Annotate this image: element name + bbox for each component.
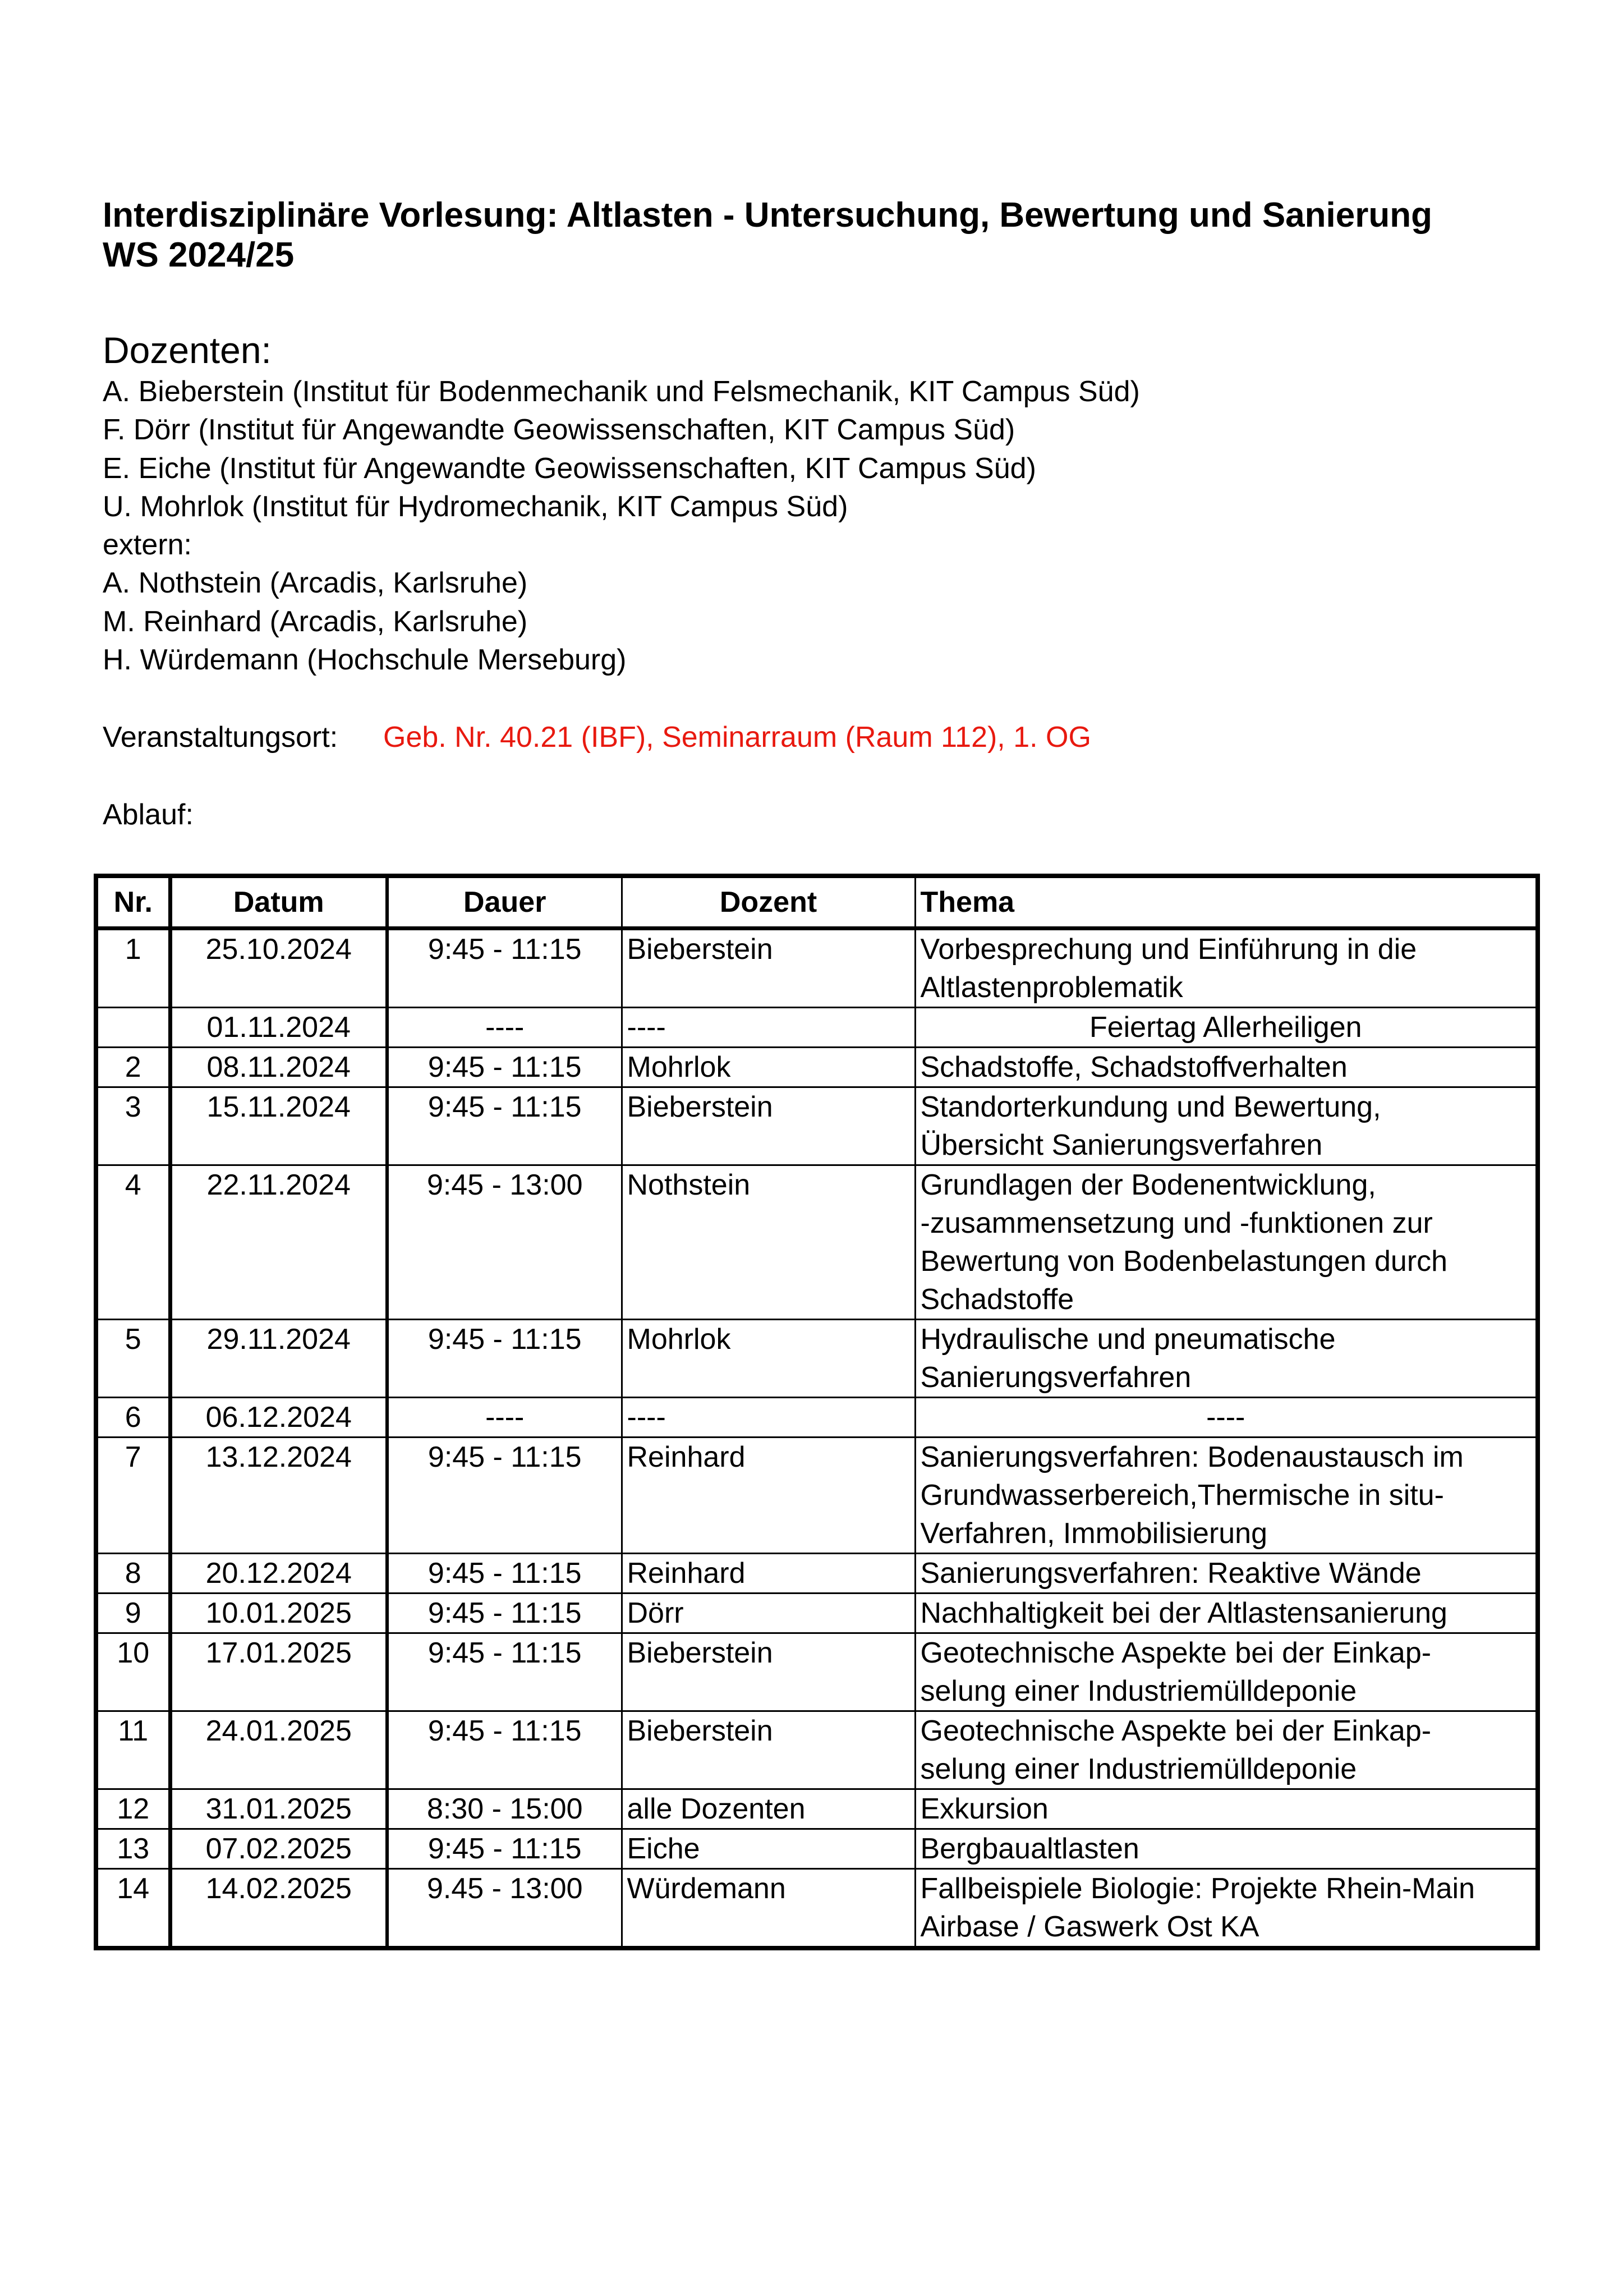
table-row [96,1048,1538,1087]
lecturer-line: A. Bieberstein (Institut für Bodenmechanik und Felsmechanik, KIT Campus Süd) [103,375,1140,408]
cell-lecturer: Mohrlok [622,1320,915,1398]
cell-duration: 9:45 - 11:15 [387,1594,622,1633]
cell-topic [915,929,1538,1008]
cell-topic [915,1165,1538,1320]
cell-nr: 7 [96,1438,170,1554]
table-row [96,929,1538,1008]
cell-nr: 4 [96,1165,170,1320]
header-lecturer: Dozent [622,876,915,929]
table-row [96,1829,1538,1869]
venue-line [103,718,1091,756]
cell-duration: 9:45 - 11:15 [387,1438,622,1554]
cell-duration: 9:45 - 11:15 [387,1320,622,1398]
topic-line: Übersicht Sanierungsverfahren [920,1129,1323,1161]
venue-label: Veranstaltungsort: [103,721,338,754]
cell-topic [915,1789,1538,1829]
cell-nr: 9 [96,1594,170,1633]
cell-nr: 14 [96,1869,170,1949]
cell-date: 20.12.2024 [170,1554,387,1594]
cell-date: 25.10.2024 [170,929,387,1008]
cell-lecturer: Mohrlok [622,1048,915,1087]
cell-lecturer: Bieberstein [622,1711,915,1789]
cell-date: 24.01.2025 [170,1711,387,1789]
topic-line: Standorterkundung und Bewertung, [920,1091,1381,1123]
topic-line: Verfahren, Immobilisierung [920,1517,1268,1550]
topic-line: selung einer Industriemülldeponie [920,1675,1357,1707]
cell-duration: ---- [387,1008,622,1048]
cell-date: 10.01.2025 [170,1594,387,1633]
topic-line: Exkursion [920,1793,1049,1825]
topic-line: Vorbesprechung und Einführung in die [920,933,1417,966]
header-date: Datum [170,876,387,929]
cell-nr: 12 [96,1789,170,1829]
cell-topic [915,1008,1538,1048]
topic-line: Airbase / Gaswerk Ost KA [920,1911,1259,1943]
cell-duration: 9:45 - 11:15 [387,1048,622,1087]
topic-line: Sanierungsverfahren [920,1361,1192,1394]
lecturer-line: M. Reinhard (Arcadis, Karlsruhe) [103,605,528,638]
cell-lecturer: Eiche [622,1829,915,1869]
cell-duration: 9:45 - 11:15 [387,1087,622,1165]
cell-topic [915,1554,1538,1594]
table-row [96,1087,1538,1165]
title-line-1: Interdisziplinäre Vorlesung: Altlasten - Untersuchung, Bewertung und Sanierung [103,196,1432,235]
table-row [96,1438,1538,1554]
topic-line: Grundlagen der Bodenentwicklung, [920,1169,1376,1201]
cell-duration: 9:45 - 11:15 [387,1711,622,1789]
cell-date: 22.11.2024 [170,1165,387,1320]
table-row [96,1398,1538,1438]
lecturer-line: extern: [103,529,192,562]
topic-line: Geotechnische Aspekte bei der Einkap- [920,1715,1432,1747]
cell-duration: 9:45 - 13:00 [387,1165,622,1320]
cell-topic [915,1633,1538,1711]
cell-date: 13.12.2024 [170,1438,387,1554]
cell-date: 31.01.2025 [170,1789,387,1829]
venue-value: Geb. Nr. 40.21 (IBF), Seminarraum (Raum 112), 1. OG [383,721,1091,754]
cell-topic [915,1594,1538,1633]
cell-lecturer: Bieberstein [622,929,915,1008]
topic-line: Schadstoffe [920,1283,1074,1316]
cell-lecturer: Nothstein [622,1165,915,1320]
cell-duration: 9:45 - 11:15 [387,1829,622,1869]
header-duration: Dauer [387,876,622,929]
cell-nr: 6 [96,1398,170,1438]
cell-duration: 9:45 - 11:15 [387,1554,622,1594]
cell-date: 07.02.2025 [170,1829,387,1869]
table-row [96,1869,1538,1949]
cell-nr: 13 [96,1829,170,1869]
cell-nr: 2 [96,1048,170,1087]
cell-lecturer: Bieberstein [622,1633,915,1711]
lecturer-line: F. Dörr (Institut für Angewandte Geowissenschaften, KIT Campus Süd) [103,414,1015,447]
topic-line: Grundwasserbereich,Thermische in situ- [920,1479,1444,1512]
table-row [96,1165,1538,1320]
table-row [96,1789,1538,1829]
cell-lecturer: ---- [622,1398,915,1438]
title-line-2: WS 2024/25 [103,236,295,274]
cell-topic [915,1711,1538,1789]
cell-nr: 5 [96,1320,170,1398]
cell-duration: 9.45 - 13:00 [387,1869,622,1949]
cell-lecturer: Reinhard [622,1438,915,1554]
cell-nr: 3 [96,1087,170,1165]
topic-line: Schadstoffe, Schadstoffverhalten [920,1051,1348,1083]
topic-line: Bergbaualtlasten [920,1833,1139,1865]
cell-topic [915,1398,1538,1438]
cell-date: 08.11.2024 [170,1048,387,1087]
topic-line: Altlastenproblematik [920,971,1183,1004]
cell-date: 14.02.2025 [170,1869,387,1949]
lecturer-line: H. Würdemann (Hochschule Merseburg) [103,644,627,677]
cell-duration: 8:30 - 15:00 [387,1789,622,1829]
cell-nr [96,1008,170,1048]
cell-topic [915,1829,1538,1869]
lecturer-line: A. Nothstein (Arcadis, Karlsruhe) [103,567,528,600]
topic-line: Bewertung von Bodenbelastungen durch [920,1245,1448,1278]
topic-line: Sanierungsverfahren: Reaktive Wände [920,1557,1422,1590]
cell-date: 17.01.2025 [170,1633,387,1711]
cell-topic [915,1087,1538,1165]
cell-lecturer: Bieberstein [622,1087,915,1165]
cell-nr: 11 [96,1711,170,1789]
cell-nr: 8 [96,1554,170,1594]
cell-date: 06.12.2024 [170,1398,387,1438]
cell-date: 29.11.2024 [170,1320,387,1398]
schedule-label: Ablauf: [103,798,194,831]
cell-nr: 1 [96,929,170,1008]
cell-date: 15.11.2024 [170,1087,387,1165]
topic-line: Sanierungsverfahren: Bodenaustausch im [920,1441,1464,1473]
table-row [96,1633,1538,1711]
topic-line: Nachhaltigkeit bei der Altlastensanierung [920,1597,1447,1629]
header-topic: Thema [915,876,1538,929]
table-row [96,1711,1538,1789]
topic-line: selung einer Industriemülldeponie [920,1753,1357,1785]
cell-topic [915,1869,1538,1949]
lecturers-list [103,373,1140,679]
table-row [96,1008,1538,1048]
topic-line: -zusammensetzung und -funktionen zur [920,1207,1433,1239]
cell-nr: 10 [96,1633,170,1711]
topic-line: Fallbeispiele Biologie: Projekte Rhein-Main [920,1872,1475,1905]
header-nr: Nr. [96,876,170,929]
cell-duration: 9:45 - 11:15 [387,1633,622,1711]
cell-topic [915,1320,1538,1398]
lecturers-heading: Dozenten: [103,329,272,371]
cell-duration: 9:45 - 11:15 [387,929,622,1008]
cell-lecturer: Reinhard [622,1554,915,1594]
table-header-row [96,876,1538,929]
schedule-body [96,929,1538,1949]
lecturer-line: U. Mohrlok (Institut für Hydromechanik, KIT Campus Süd) [103,490,848,523]
cell-lecturer: Würdemann [622,1869,915,1949]
topic-line: Feiertag Allerheiligen [1089,1011,1362,1044]
topic-line: ---- [1206,1401,1245,1434]
cell-lecturer: Dörr [622,1594,915,1633]
cell-topic [915,1048,1538,1087]
table-row [96,1594,1538,1633]
table-row [96,1320,1538,1398]
schedule-table [94,874,1540,1950]
cell-lecturer: alle Dozenten [622,1789,915,1829]
document-title [103,195,1561,275]
topic-line: Hydraulische und pneumatische [920,1323,1336,1356]
lecturer-line: E. Eiche (Institut für Angewandte Geowissenschaften, KIT Campus Süd) [103,452,1036,485]
cell-duration: ---- [387,1398,622,1438]
cell-lecturer: ---- [622,1008,915,1048]
cell-topic [915,1438,1538,1554]
topic-line: Geotechnische Aspekte bei der Einkap- [920,1637,1432,1669]
table-row [96,1554,1538,1594]
cell-date: 01.11.2024 [170,1008,387,1048]
